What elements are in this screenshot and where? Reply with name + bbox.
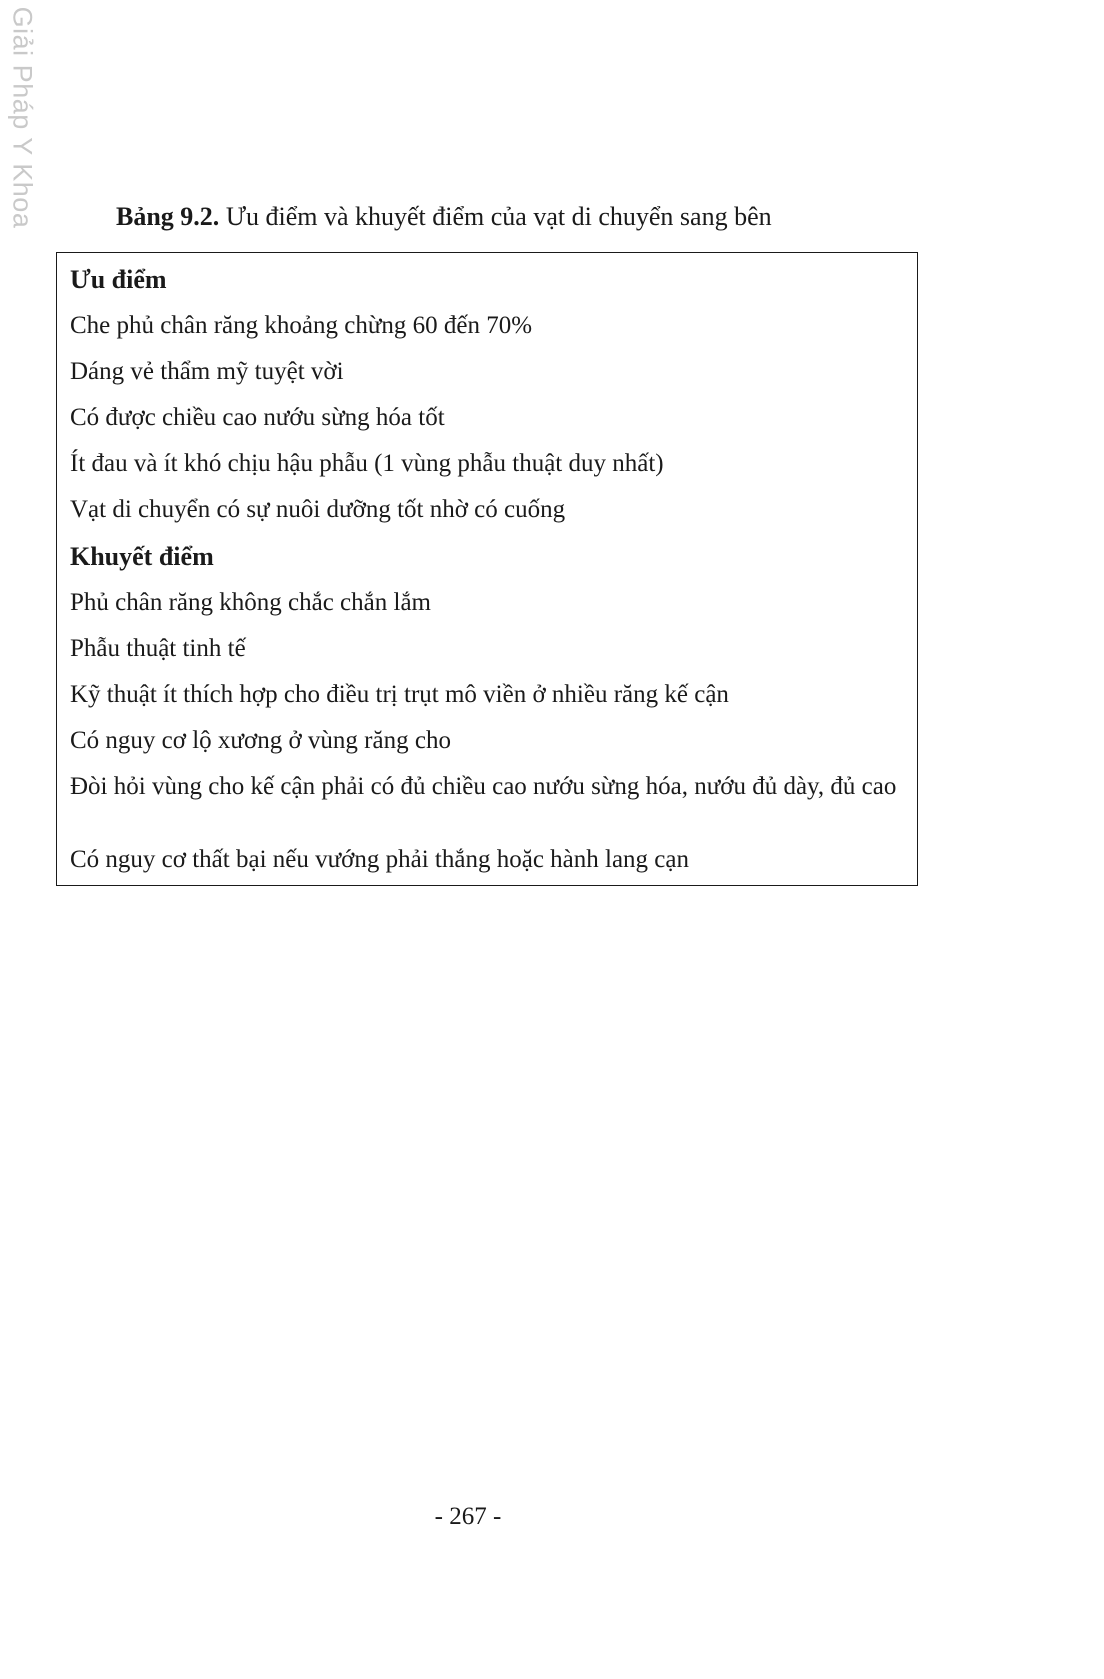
page-number: - 267 - [434,1503,502,1530]
disadvantage-item: Có nguy cơ lộ xương ở vùng răng cho [70,727,451,754]
disadvantages-heading: Khuyết điểm [70,542,214,571]
advantage-item: Có được chiều cao nướu sừng hóa tốt [70,404,445,431]
table-caption [116,200,772,234]
table-caption-label: Bảng 9.2. [116,202,220,231]
disadvantage-item: Phẫu thuật tinh tế [70,635,246,662]
watermark-text: Giải Pháp Y Khoa [7,6,38,228]
advantage-item: Che phủ chân răng khoảng chừng 60 đến 70% [70,312,533,339]
disadvantage-item: Kỹ thuật ít thích hợp cho điều trị trụt mô viền ở nhiều răng kế cận [70,681,729,708]
pros-cons-table [56,252,918,886]
advantage-item: Vạt di chuyển có sự nuôi dưỡng tốt nhờ có cuống [70,496,566,523]
watermark [2,6,42,228]
advantage-item: Dáng vẻ thẩm mỹ tuyệt vời [70,358,344,385]
advantage-item: Ít đau và ít khó chịu hậu phẫu (1 vùng phẫu thuật duy nhất) [70,450,664,477]
disadvantage-item: Đòi hỏi vùng cho kế cận phải có đủ chiều cao nướu sừng hóa, nướu đủ dày, đủ cao [70,773,897,800]
disadvantage-item: Có nguy cơ thất bại nếu vướng phải thắng hoặc hành lang cạn [70,846,689,873]
disadvantage-item: Phủ chân răng không chắc chắn lắm [70,589,431,616]
table-caption-text: Ưu điểm và khuyết điểm của vạt di chuyển sang bên [219,202,772,231]
advantages-heading: Ưu điểm [70,265,167,294]
